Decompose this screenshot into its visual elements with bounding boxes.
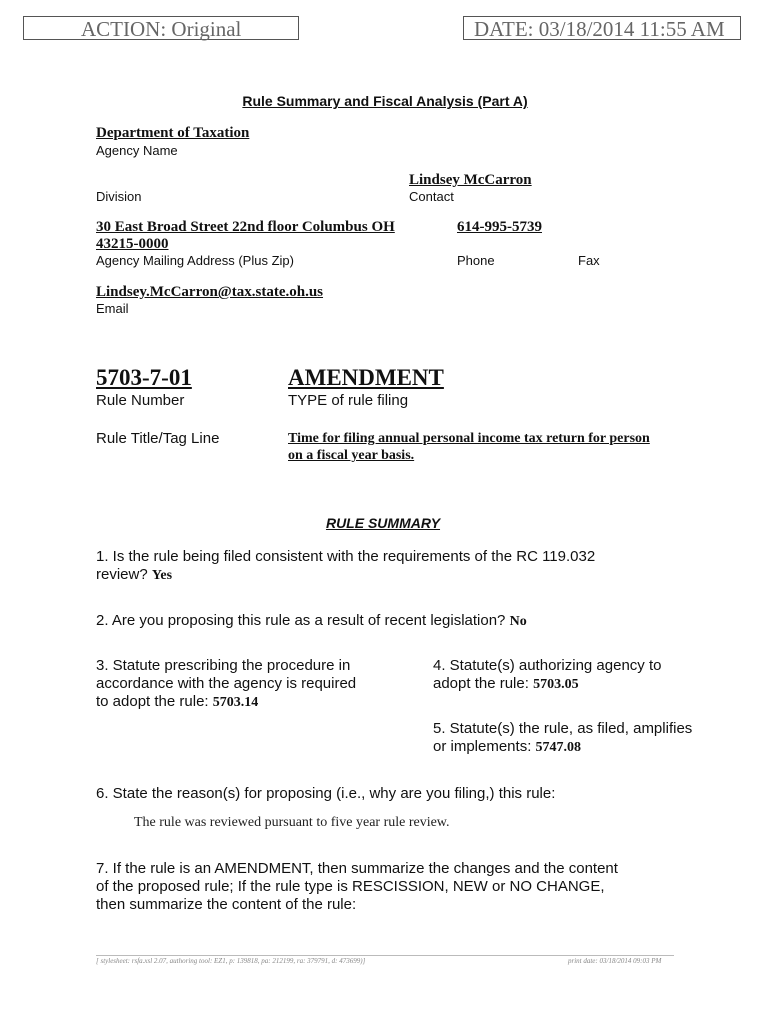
question-1-line-2 xyxy=(96,566,595,585)
question-2-answer: No xyxy=(509,614,527,629)
contact-label: Contact xyxy=(409,189,454,204)
question-6-answer: The rule was reviewed pursuant to five year rule review. xyxy=(134,815,450,830)
question-4-answer: 5703.05 xyxy=(533,677,579,692)
agency-email: Lindsey.McCarron@tax.state.oh.us xyxy=(96,284,324,300)
question-5 xyxy=(433,720,692,757)
question-1-line-1: 1. Is the rule being filed consistent with the requirements of the RC 119.032 xyxy=(96,548,596,565)
phone-label: Phone xyxy=(457,253,495,268)
rule-title-line-1: Time for filing annual personal income tax return for person xyxy=(288,431,650,446)
footer-print-date: print date: 03/18/2014 09:03 PM xyxy=(568,957,662,965)
email-label: Email xyxy=(96,301,129,316)
question-4-line-2 xyxy=(433,675,661,694)
date-box xyxy=(463,16,741,40)
action-box xyxy=(23,16,299,40)
agency-name-label: Agency Name xyxy=(96,143,178,158)
agency-phone: 614-995-5739 xyxy=(457,219,542,235)
question-2 xyxy=(96,612,527,631)
division-label: Division xyxy=(96,189,142,204)
rule-type: AMENDMENT xyxy=(288,365,444,390)
rule-title-label: Rule Title/Tag Line xyxy=(96,430,220,447)
address-label: Agency Mailing Address (Plus Zip) xyxy=(96,253,294,268)
question-1-text: review? xyxy=(96,566,148,583)
question-3-line-2: accordance with the agency is required xyxy=(96,675,357,692)
rule-title-line-2: on a fiscal year basis. xyxy=(288,448,415,463)
question-2-text: 2. Are you proposing this rule as a result of recent legislation? xyxy=(96,612,506,629)
question-7-line-3: then summarize the content of the rule: xyxy=(96,896,357,913)
question-4-text: adopt the rule: xyxy=(433,675,529,692)
agency-address xyxy=(96,219,395,253)
rule-type-label: TYPE of rule filing xyxy=(288,392,409,409)
question-1-answer: Yes xyxy=(151,568,173,583)
question-7-line-1: 7. If the rule is an AMENDMENT, then summarize the changes and the content xyxy=(96,860,618,877)
question-5-line-1: 5. Statute(s) the rule, as filed, amplifies xyxy=(433,720,693,737)
question-5-line-2 xyxy=(433,738,692,757)
question-3-line-1: 3. Statute prescribing the procedure in xyxy=(96,657,351,674)
question-7-line-2: of the proposed rule; If the rule type is RESCISSION, NEW or NO CHANGE, xyxy=(96,878,605,895)
contact-name: Lindsey McCarron xyxy=(409,172,532,188)
question-5-text: or implements: xyxy=(433,738,532,755)
question-3-line-3 xyxy=(96,693,356,712)
page-title: Rule Summary and Fiscal Analysis (Part A) xyxy=(242,93,528,109)
question-3-text: to adopt the rule: xyxy=(96,693,209,710)
question-4 xyxy=(433,657,661,694)
question-1 xyxy=(96,548,595,585)
date-text: DATE: 03/18/2014 11:55 AM xyxy=(474,17,725,41)
agency-name: Department of Taxation xyxy=(96,125,250,141)
question-5-answer: 5747.08 xyxy=(535,740,582,755)
address-line-1: 30 East Broad Street 22nd floor Columbus OH xyxy=(96,219,395,235)
rule-number: 5703-7-01 xyxy=(96,365,192,390)
question-6: 6. State the reason(s) for proposing (i.e., why are you filing,) this rule: xyxy=(96,785,556,802)
rule-number-label: Rule Number xyxy=(96,392,185,409)
question-4-line-1: 4. Statute(s) authorizing agency to xyxy=(433,657,662,674)
footer-rule xyxy=(96,955,674,956)
address-line-2: 43215-0000 xyxy=(96,236,169,252)
question-7 xyxy=(96,860,618,914)
footer-stylesheet: [ stylesheet: rsfa.xsl 2.07, authoring tool: EZ1, p: 139818, pa: 212199, ra: 379791, d: 473699)] xyxy=(96,957,366,965)
fax-label: Fax xyxy=(578,253,600,268)
summary-heading: RULE SUMMARY xyxy=(325,515,441,531)
action-text: ACTION: Original xyxy=(81,17,242,41)
question-3-answer: 5703.14 xyxy=(212,695,259,710)
rule-title xyxy=(288,430,650,464)
question-3 xyxy=(96,657,356,712)
